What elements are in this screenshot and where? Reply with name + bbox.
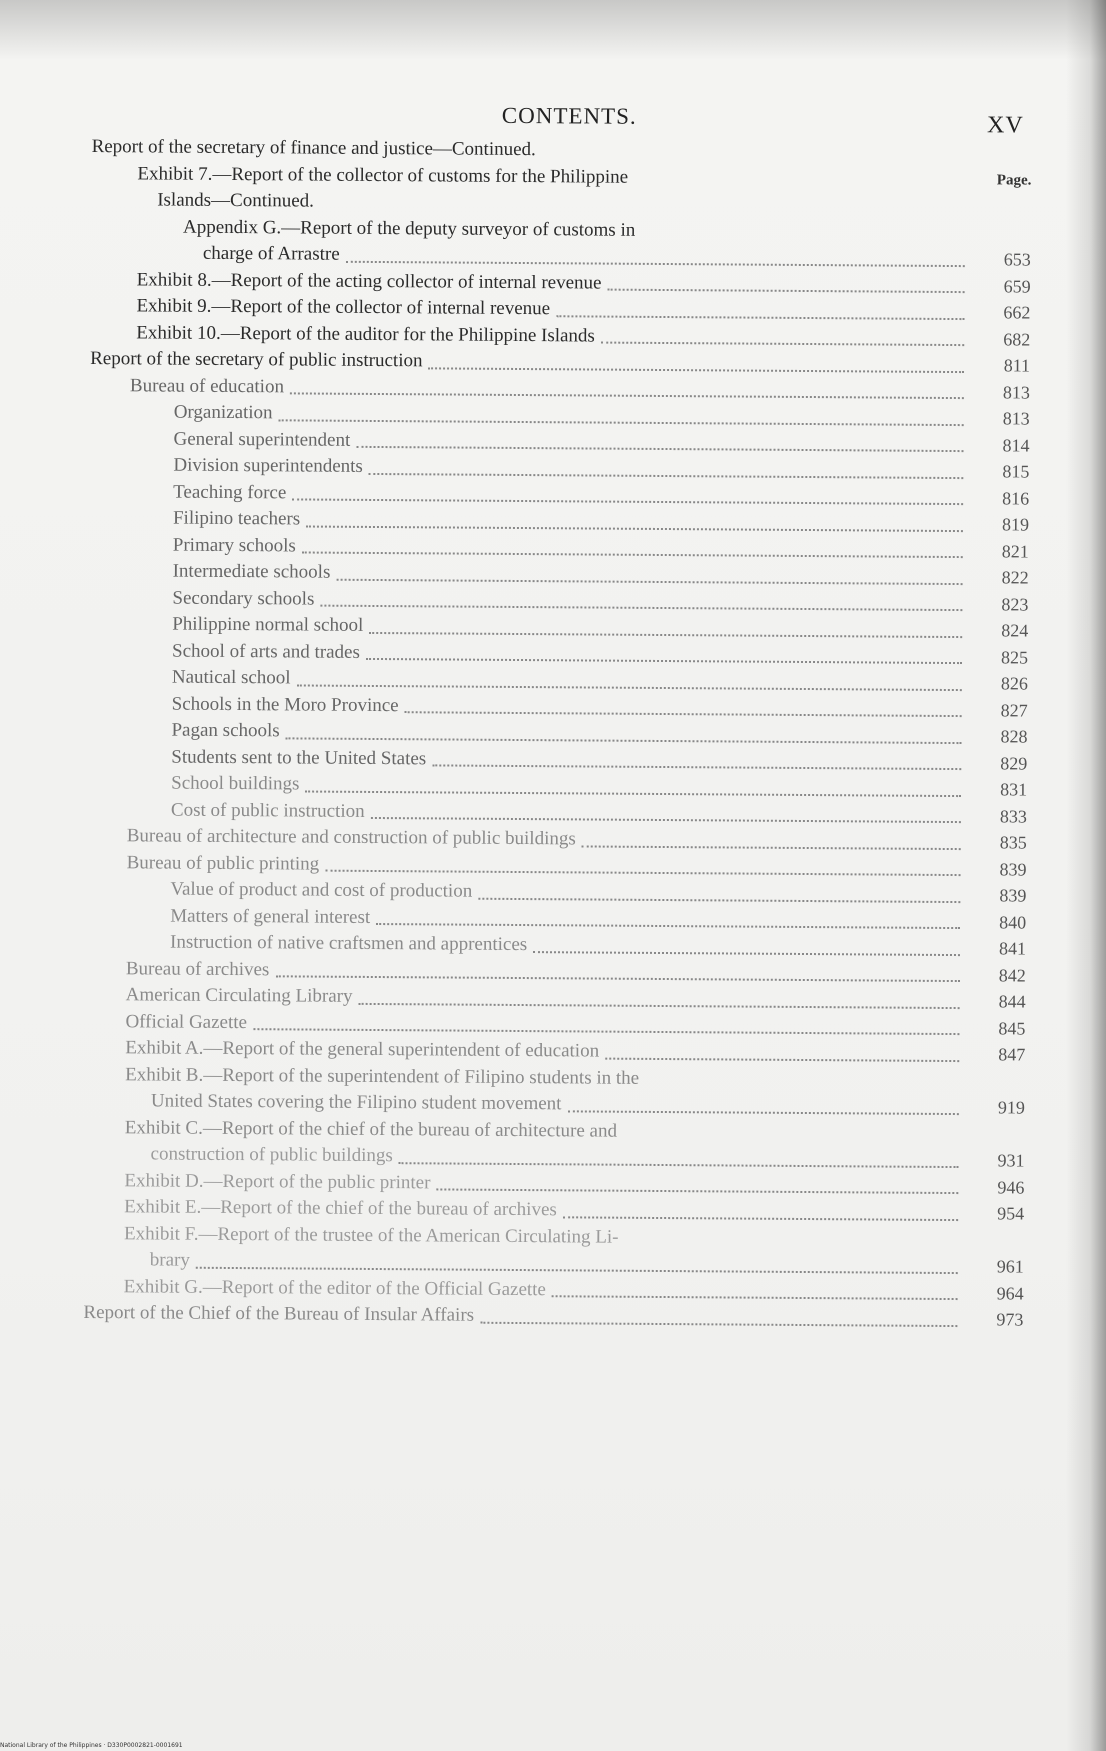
dot-leader <box>292 497 963 505</box>
toc-entry-title: Organization <box>173 401 273 424</box>
toc-entry-page: 954 <box>997 1203 1025 1224</box>
toc-entry-title: Students sent to the United States <box>171 746 427 769</box>
toc-entry-title: Teaching force <box>173 481 287 503</box>
top-scan-shadow <box>0 0 1106 60</box>
toc-entry-title: Exhibit 8.—Report of the acting collector of internal revenue <box>136 268 602 294</box>
toc-entry-title: Exhibit C.—Report of the chief of the bureau of architecture and <box>124 1116 618 1142</box>
dot-leader <box>356 445 963 452</box>
toc-entry-title: Cost of public instruction <box>170 799 365 822</box>
dot-leader <box>376 922 960 929</box>
dot-leader <box>302 550 963 558</box>
toc-entry-title: Exhibit B.—Report of the superintendent of Filipino students in the <box>125 1063 640 1089</box>
dot-leader <box>645 1085 959 1088</box>
toc-entry-title: Bureau of archives <box>125 957 270 980</box>
toc-entry-page: 931 <box>997 1150 1025 1171</box>
page-header <box>92 90 1032 141</box>
dot-leader <box>542 157 966 161</box>
dot-leader <box>533 950 960 956</box>
dot-leader <box>286 736 962 744</box>
page-number: XV <box>987 112 1024 139</box>
toc-entry <box>83 1300 1023 1333</box>
toc-entry-page: 824 <box>1001 620 1029 641</box>
toc-entry-page: 823 <box>1001 593 1029 615</box>
dot-leader <box>366 657 962 664</box>
toc-entry-title: Exhibit 7.—Report of the collector of customs for the Philippine <box>137 162 629 188</box>
dot-leader <box>607 288 964 293</box>
toc-entry-title: Bureau of public printing <box>126 851 320 875</box>
toc-entry-page: 833 <box>999 805 1028 827</box>
dot-leader <box>634 184 965 187</box>
toc-entry-page: 682 <box>1003 328 1031 350</box>
dot-leader <box>297 683 962 691</box>
dot-leader <box>641 237 965 240</box>
toc-entry-page: 964 <box>996 1282 1024 1304</box>
toc-entry-title: Primary schools <box>172 534 296 556</box>
toc-entry-title: Report of the secretary of finance and justice—Continued. <box>91 135 536 161</box>
toc-entry-title: Exhibit D.—Report of the public printer <box>124 1169 431 1193</box>
toc-entry-title: School buildings <box>171 772 300 795</box>
dot-leader <box>556 314 964 320</box>
dot-leader <box>623 1138 959 1141</box>
contents-list <box>83 134 1031 1333</box>
toc-entry-page: 839 <box>999 858 1027 880</box>
dot-leader <box>480 1320 957 1326</box>
toc-entry-page: Page. <box>996 171 1032 189</box>
toc-entry-page: 946 <box>997 1176 1025 1198</box>
toc-entry-title: Report of the secretary of public instruction <box>90 347 423 372</box>
toc-entry-title: American Circulating Library <box>125 984 353 1007</box>
toc-entry-page: 815 <box>1002 461 1030 482</box>
toc-entry-page: 840 <box>999 911 1027 933</box>
dot-leader <box>563 1215 958 1221</box>
toc-entry-page: 847 <box>998 1044 1026 1065</box>
dot-leader <box>325 869 960 876</box>
dot-leader <box>320 208 965 214</box>
toc-entry-title: Division superintendents <box>173 454 363 477</box>
dot-leader <box>320 604 962 611</box>
toc-entry-title: Intermediate schools <box>172 560 331 583</box>
toc-entry-page: 845 <box>998 1017 1026 1039</box>
dot-leader <box>253 1027 960 1035</box>
toc-entry-title: Value of product and cost of production <box>170 878 473 902</box>
toc-entry-title: Secondary schools <box>172 587 315 610</box>
dot-leader <box>371 816 961 823</box>
toc-entry-title: Bureau of education <box>129 374 285 397</box>
dot-leader <box>405 710 962 717</box>
toc-entry-page: 835 <box>999 832 1027 853</box>
dot-leader <box>336 577 962 584</box>
toc-entry-title: Official Gazette <box>125 1010 248 1033</box>
dot-leader <box>305 789 961 797</box>
toc-entry-page: 813 <box>1002 381 1030 403</box>
toc-entry-page: 821 <box>1001 540 1029 562</box>
toc-entry-page: 659 <box>1003 275 1031 297</box>
dot-leader <box>369 471 964 478</box>
dot-leader <box>552 1294 958 1300</box>
dot-leader <box>369 630 962 637</box>
toc-entry-title: Exhibit A.—Report of the general superintendent of education <box>125 1037 600 1062</box>
table-of-contents <box>83 90 1032 1333</box>
toc-entry-title: charge of Arrastre <box>202 242 340 265</box>
toc-entry-title: Exhibit 9.—Report of the collector of internal revenue <box>136 295 551 320</box>
dot-leader <box>428 366 964 373</box>
dot-leader <box>601 341 964 347</box>
toc-entry-page: 827 <box>1000 699 1028 721</box>
toc-entry-title: Schools in the Moro Province <box>171 693 399 716</box>
toc-entry-title: Exhibit E.—Report of the chief of the bureau of archives <box>124 1196 557 1221</box>
dot-leader <box>478 896 960 902</box>
toc-entry-title: Bureau of architecture and construction of public buildings <box>126 825 576 850</box>
scan-footer-note: National Library of the Philippines · D330P0002821-0001691 <box>0 1742 183 1749</box>
toc-entry-title: General superintendent <box>173 428 351 451</box>
dot-leader <box>346 259 965 266</box>
toc-entry-page: 826 <box>1000 673 1028 694</box>
toc-entry-title: Exhibit 10.—Report of the auditor for the Philippine Islands <box>136 321 595 347</box>
toc-entry-page: 825 <box>1000 646 1029 668</box>
toc-entry-title: School of arts and trades <box>172 640 361 663</box>
toc-entry-page: 811 <box>1003 355 1031 376</box>
dot-leader <box>306 524 963 532</box>
toc-entry-page: 816 <box>1002 487 1030 509</box>
dot-leader <box>567 1109 958 1115</box>
toc-entry-page: 819 <box>1001 514 1030 535</box>
toc-entry-page: 919 <box>997 1097 1025 1118</box>
toc-entry-title: Matters of general interest <box>170 905 371 928</box>
toc-entry-page: 839 <box>999 885 1027 906</box>
dot-leader <box>399 1161 959 1168</box>
dot-leader <box>432 763 961 770</box>
right-binding-shadow <box>1066 0 1106 1751</box>
dot-leader <box>582 844 961 850</box>
toc-entry-title: Filipino teachers <box>172 507 301 530</box>
toc-entry-page: 662 <box>1003 302 1031 323</box>
toc-entry-title: Philippine normal school <box>172 613 364 636</box>
dot-leader <box>605 1056 959 1061</box>
toc-entry-page: 973 <box>996 1309 1024 1330</box>
toc-entry-title: Pagan schools <box>171 719 280 742</box>
toc-entry-page: 831 <box>1000 779 1028 800</box>
toc-entry-page: 828 <box>1000 726 1028 747</box>
dot-leader <box>275 974 960 982</box>
dot-leader <box>290 391 964 399</box>
toc-entry-page: 813 <box>1002 408 1030 429</box>
dot-leader <box>196 1265 958 1273</box>
dot-leader <box>624 1244 958 1247</box>
toc-entry-title: Islands—Continued. <box>157 189 315 212</box>
dot-leader <box>279 418 964 426</box>
dot-leader <box>436 1187 958 1194</box>
toc-entry-title: construction of public buildings <box>150 1143 393 1167</box>
toc-entry-page: 844 <box>998 991 1026 1012</box>
page-title: CONTENTS. <box>501 102 637 129</box>
toc-entry-page: 653 <box>1003 249 1031 270</box>
toc-entry-page: 841 <box>998 938 1027 959</box>
toc-entry-title: Exhibit F.—Report of the trustee of the American Circulating Li- <box>123 1222 619 1248</box>
toc-entry-page: 842 <box>998 964 1026 986</box>
toc-entry-page: 822 <box>1001 567 1029 588</box>
toc-entry-title: Appendix G.—Report of the deputy surveyor of customs in <box>182 216 636 241</box>
toc-entry-title: brary <box>149 1249 190 1271</box>
toc-entry-title: Instruction of native craftsmen and apprentices <box>169 931 528 956</box>
toc-entry-page: 961 <box>996 1256 1024 1277</box>
toc-entry-page: 814 <box>1002 434 1030 456</box>
toc-entry-title: United States covering the Filipino student movement <box>150 1090 562 1115</box>
toc-entry-page: 829 <box>1000 752 1028 774</box>
dot-leader <box>358 1001 959 1008</box>
toc-entry-title: Nautical school <box>171 666 291 689</box>
toc-entry-title: Report of the Chief of the Bureau of Insular Affairs <box>83 1301 475 1326</box>
toc-entry-title: Exhibit G.—Report of the editor of the Official Gazette <box>123 1275 546 1300</box>
